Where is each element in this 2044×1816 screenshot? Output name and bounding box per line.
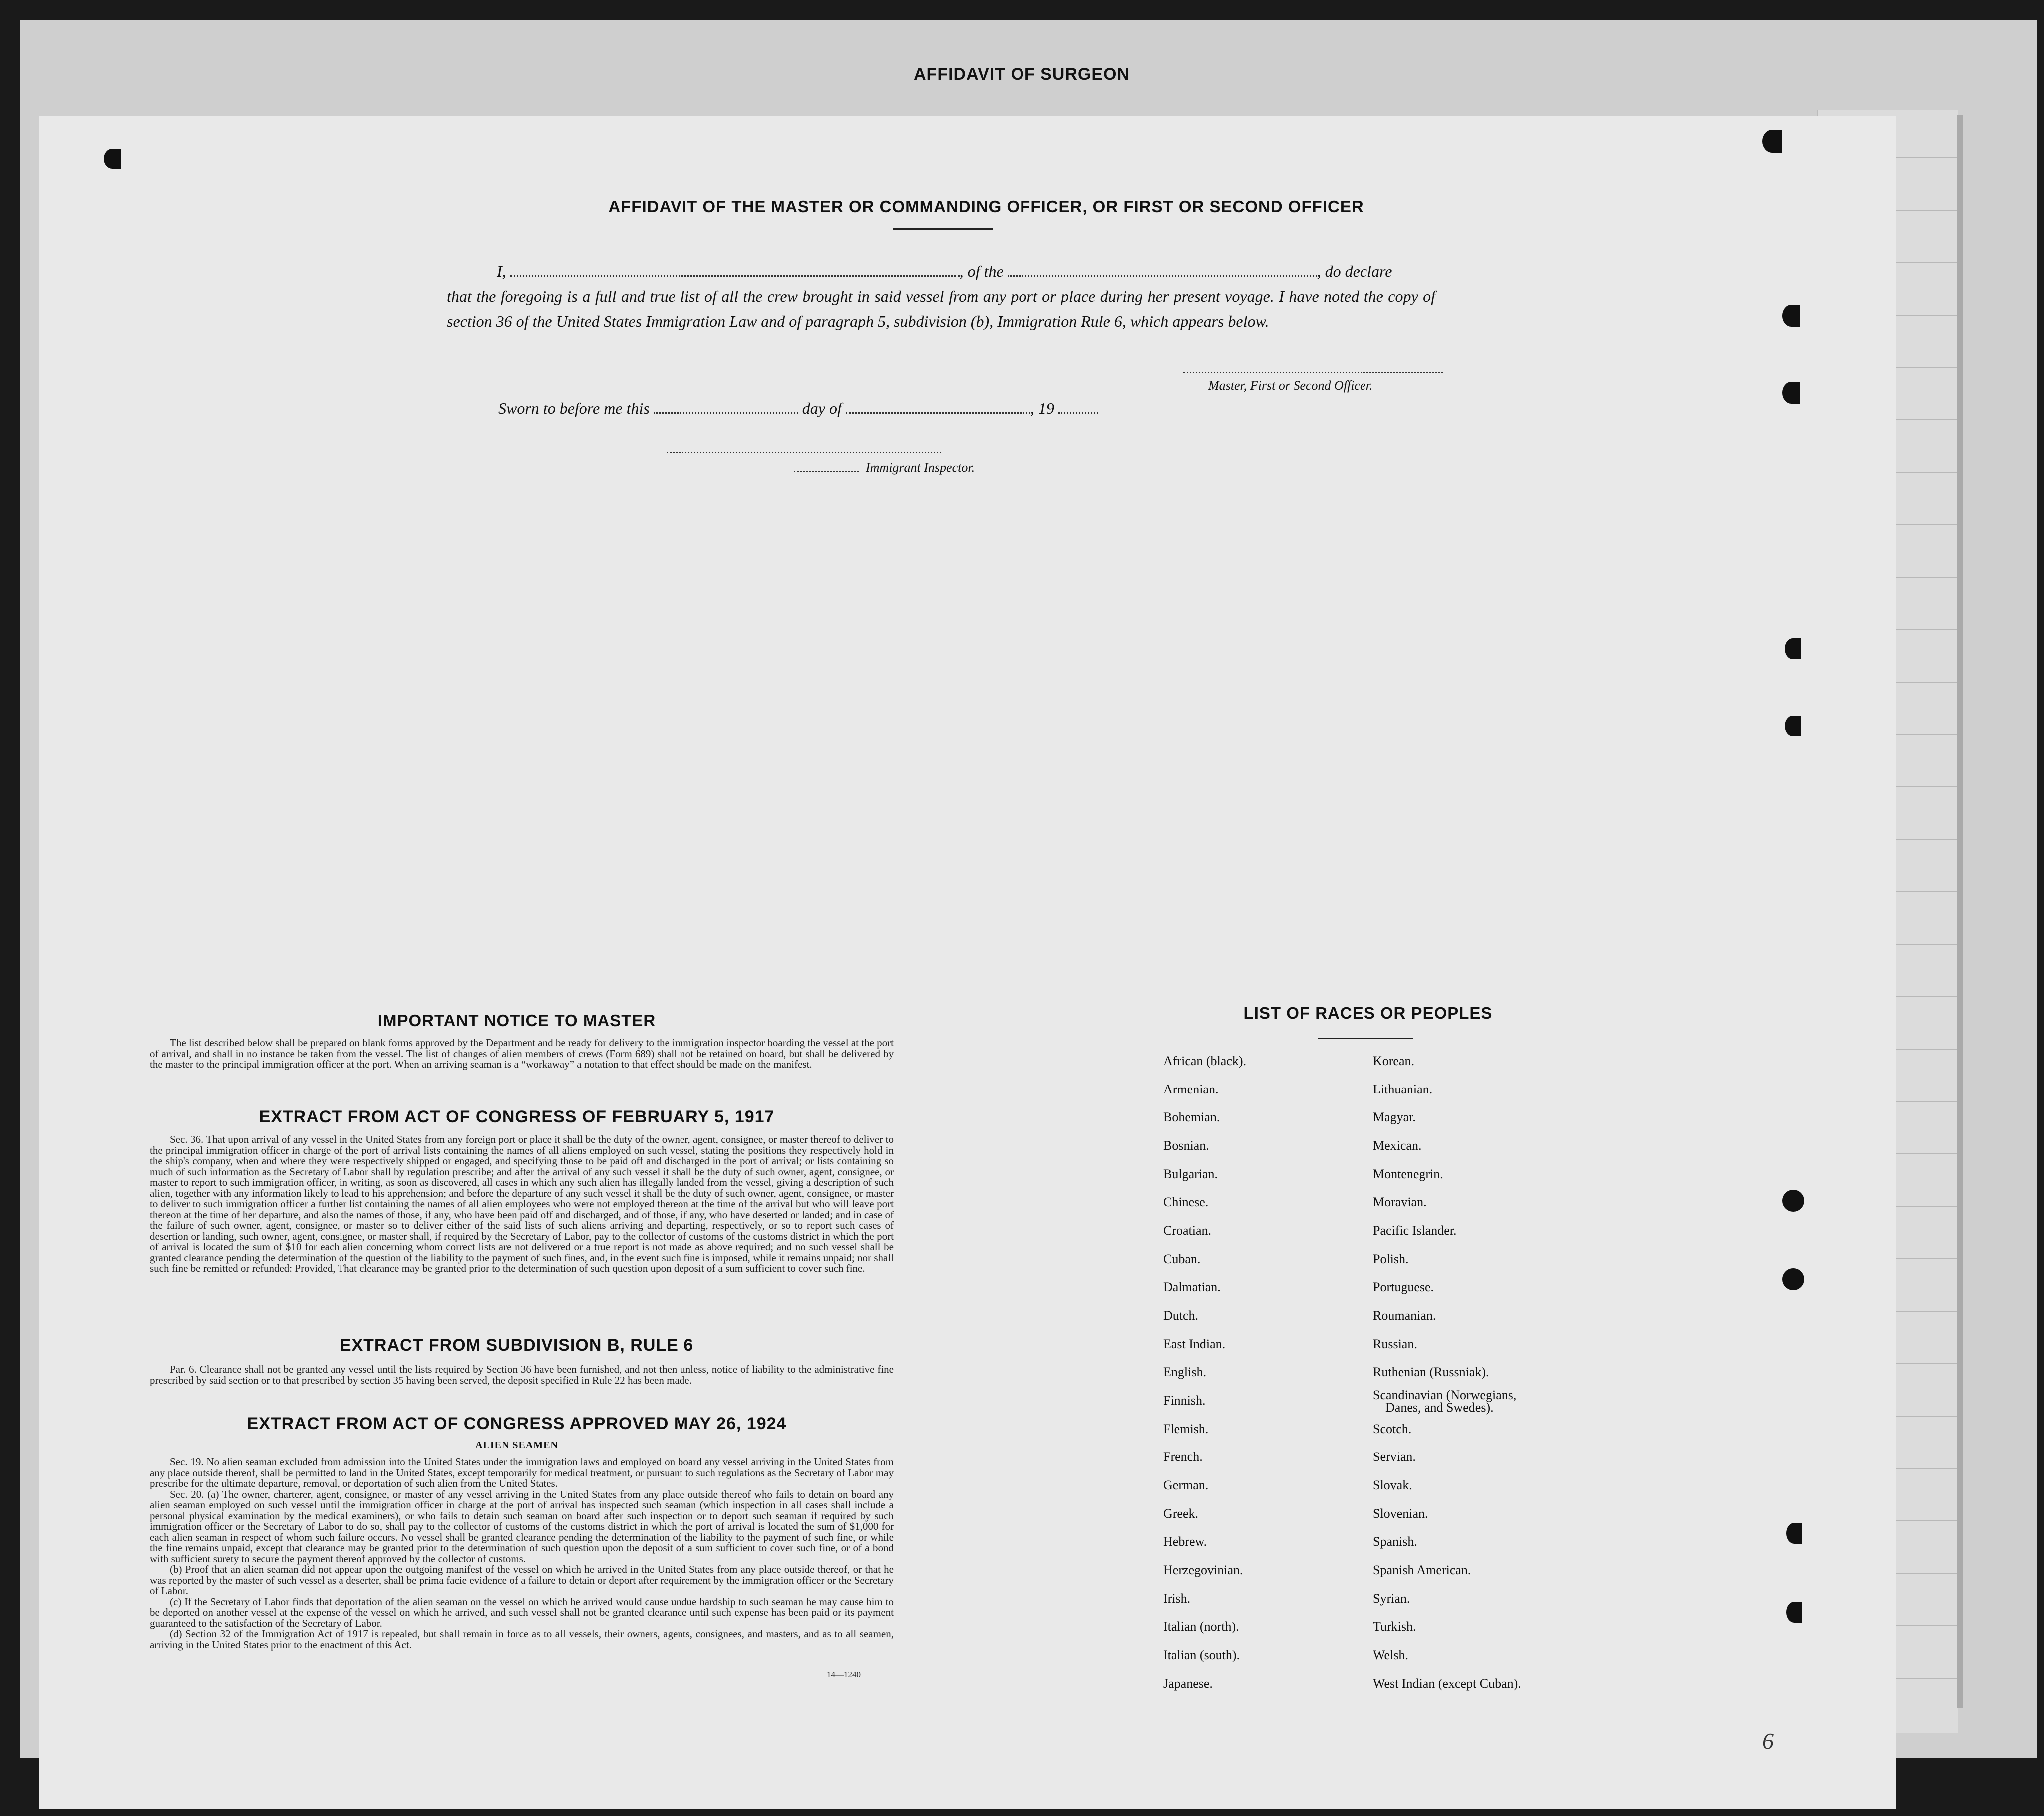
race-left: Italian (north). xyxy=(1163,1619,1239,1634)
race-left: Armenian. xyxy=(1163,1082,1219,1096)
notice-title: IMPORTANT NOTICE TO MASTER xyxy=(377,1011,656,1030)
alien-seamen-subtitle: ALIEN SEAMEN xyxy=(475,1440,558,1451)
extract-1917-title: EXTRACT FROM ACT OF CONGRESS OF FEBRUARY 5, 1917 xyxy=(259,1107,775,1126)
race-left: German. xyxy=(1163,1478,1209,1492)
label-i: I, xyxy=(497,262,506,280)
race-left: Flemish. xyxy=(1163,1422,1209,1436)
race-right: Welsh. xyxy=(1373,1648,1408,1662)
binder-hole xyxy=(1782,1190,1804,1212)
inspector-signature-line-2[interactable] xyxy=(794,471,859,472)
vessel-field[interactable] xyxy=(1008,275,1317,277)
extract-1917-text xyxy=(150,1134,894,1274)
race-left: Bulgarian. xyxy=(1163,1167,1218,1181)
race-right: Russian. xyxy=(1373,1337,1417,1351)
binder-hole xyxy=(1782,382,1800,404)
sworn-prefix: Sworn to before me this xyxy=(498,399,650,417)
race-right: Moravian. xyxy=(1373,1195,1427,1209)
binder-hole xyxy=(1762,130,1782,153)
binder-hole xyxy=(1785,716,1801,736)
race-left: Bosnian. xyxy=(1163,1138,1209,1153)
race-right: Portuguese. xyxy=(1373,1280,1434,1294)
sec-20a-paragraph: Sec. 20. (a) The owner, charterer, agent, consignee, or master of any vessel arriving in the United States from any place outside thereof who fails to detain on board any alien seaman employed on such vessel until the immigration officer in charge at the port of arrival has inspected such seaman (which inspection in all cases shall include a personal physical examination by the medical examiners), or who fails to detain such seaman on board after such inspection or to deport such seaman if required by such immigration officer or the Secretary of Labor to do so, shall pay to the collector of customs of the customs district in which the port of arrival is located the sum of $1,000 for each alien seaman in respect of whom such failure occurs. No vessel shall be granted clearance pending the determination of the liability to the payment of such fine, or while the fine remains unpaid, except that clearance may be granted prior to the determination of such question upon the deposit of a sum sufficient to cover such fine, or of a bond with sufficient surety to secure the payment thereof approved by the collector of customs. xyxy=(150,1488,894,1565)
back-sheet-title: AFFIDAVIT OF SURGEON xyxy=(914,65,1130,84)
label-of-the: , of the xyxy=(959,262,1004,280)
race-left: Dutch. xyxy=(1163,1308,1199,1323)
sworn-day-label: day of xyxy=(802,399,842,417)
race-left: Finnish. xyxy=(1163,1393,1206,1408)
race-left: Croatian. xyxy=(1163,1223,1212,1238)
rule-6-text xyxy=(150,1364,894,1386)
races-title: LIST OF RACES OR PEOPLES xyxy=(1243,1004,1493,1022)
races-title-rule xyxy=(1318,1038,1413,1039)
title-rule xyxy=(893,228,993,230)
race-right: Ruthenian (Russniak). xyxy=(1373,1365,1489,1379)
race-left: Cuban. xyxy=(1163,1252,1201,1266)
declaration-paragraph xyxy=(447,259,1435,334)
race-right: Servian. xyxy=(1373,1450,1416,1464)
race-right: Syrian. xyxy=(1373,1591,1410,1606)
race-left: Dalmatian. xyxy=(1163,1280,1221,1294)
inspector-label: Immigrant Inspector. xyxy=(866,460,975,475)
rule-6-title: EXTRACT FROM SUBDIVISION B, RULE 6 xyxy=(340,1336,694,1355)
sec-20c-paragraph: (c) If the Secretary of Labor finds that deportation of the alien seaman on the vessel on which he arrived would cause undue hardship to such seaman he may cause him to be deported on another vessel at the expense of the vessel on which he arrived, and such vessel shall not be granted clearance until such expense has been paid or its payment guaranteed to the satisfaction of the Secretary of Labor. xyxy=(150,1595,894,1629)
form-number: 14—1240 xyxy=(827,1670,861,1679)
sworn-year-field[interactable] xyxy=(1058,412,1098,414)
race-right: West Indian (except Cuban). xyxy=(1373,1676,1521,1691)
race-right: Montenegrin. xyxy=(1373,1167,1443,1181)
race-right: Danes, and Swedes). xyxy=(1385,1400,1494,1415)
race-left: French. xyxy=(1163,1450,1203,1464)
extract-1924-text xyxy=(150,1457,894,1650)
race-left: African (black). xyxy=(1163,1054,1247,1068)
label-declare: , do declare xyxy=(1317,262,1392,280)
binder-hole xyxy=(1782,1268,1804,1290)
race-right: Slovenian. xyxy=(1373,1506,1428,1521)
notice-text xyxy=(150,1038,894,1070)
race-left: Herzegovinian. xyxy=(1163,1563,1243,1577)
race-right: Korean. xyxy=(1373,1054,1415,1068)
sec-19-paragraph: Sec. 19. No alien seaman excluded from admission into the United States under the immigration laws and employed on board any vessel arriving in the United States from any place outside thereof, shall be permitted to land in the United States, except temporarily for medical treatment, or pursuant to such regulations as the Secretary of Labor may prescribe for the ultimate departure, removal, or deportation of such alien from the United States. xyxy=(150,1456,894,1489)
inspector-signature-line[interactable] xyxy=(667,452,941,453)
race-right: Polish. xyxy=(1373,1252,1409,1266)
race-right: Roumanian. xyxy=(1373,1308,1436,1323)
race-left: Italian (south). xyxy=(1163,1648,1240,1662)
race-right: Lithuanian. xyxy=(1373,1082,1433,1096)
sworn-date-field[interactable] xyxy=(654,412,798,414)
master-signature-line[interactable] xyxy=(1183,372,1443,373)
page-mark: 6 xyxy=(1762,1728,1774,1754)
race-right: Slovak. xyxy=(1373,1478,1412,1492)
strip-edge xyxy=(1957,115,1963,1708)
race-right: Magyar. xyxy=(1373,1110,1416,1124)
sworn-line xyxy=(498,399,1098,418)
race-right: Pacific Islander. xyxy=(1373,1223,1457,1238)
binder-hole xyxy=(1782,305,1800,327)
race-right: Spanish. xyxy=(1373,1534,1417,1549)
race-right: Turkish. xyxy=(1373,1619,1416,1634)
race-right: Scotch. xyxy=(1373,1422,1412,1436)
notice-paragraph: The list described below shall be prepared on blank forms approved by the Department and be ready for delivery to the immigration inspector boarding the vessel at the port of arrival, and shall in no instance be taken from the vessel. The list of changes of alien members of crews (Form 689) shall not be retained on board, but shall be delivered by the master to the principal immigration officer at the port. When an arriving seaman is a “workaway” a notation to that effect should be made on the manifest. xyxy=(150,1037,894,1070)
race-left: Bohemian. xyxy=(1163,1110,1220,1124)
binder-hole xyxy=(1786,1602,1802,1623)
sec-20d-paragraph: (d) Section 32 of the Immigration Act of 1917 is repealed, but shall remain in force as to all vessels, their owners, agents, consignees, and masters, and as to all seamen, arriving in the United States prior to the enactment of this Act. xyxy=(150,1628,894,1651)
sworn-month-field[interactable] xyxy=(846,412,1030,414)
declaration-body: that the foregoing is a full and true list of all the crew brought in said vessel from any port or place during her present voyage. I have noted the copy of section 36 of the United States Immigration Law and of paragraph 5, subdivision (b), Immigration Rule 6, which appears below. xyxy=(447,287,1435,330)
name-field[interactable] xyxy=(510,275,960,277)
extract-1924-title: EXTRACT FROM ACT OF CONGRESS APPROVED MAY 26, 1924 xyxy=(247,1414,787,1433)
affidavit-title: AFFIDAVIT OF THE MASTER OR COMMANDING OFFICER, OR FIRST OR SECOND OFFICER xyxy=(608,197,1364,216)
section-36-paragraph: Sec. 36. That upon arrival of any vessel in the United States from any foreign port or place it shall be the duty of the owner, agent, consignee, or master thereof to deliver to the principal immigration officer in charge of the port of arrival lists containing the names of all aliens employed on such vessel, stating the positions they respectively hold in the ship's company, when and where they were respectively shipped or engaged, and specifying those to be paid off and discharged in the port of arrival; or lists containing so much of such information as the Secretary of Labor shall by regulation prescribe; and after the arrival of any such vessel it shall be the duty of such owner, agent, consignee, or master to report to such immigration officer, in writing, as soon as discovered, all cases in which any such alien has illegally landed from the vessel, giving a description of such alien, together with any information likely to lead to his apprehension; and before the departure of any such vessel it shall be the duty of such owner, agent, consignee, or master to deliver to such immigration officer a further list containing the names of all alien employees who were not employed thereon at the time of the arrival but who will leave port thereon at the time of her departure, and also the names of those, if any, who have been paid off and discharged, and of those, if any, who have deserted or landed; and in case of the failure of such owner, agent, consignee, or master so to deliver either of the said lists of such aliens arriving and departing, respectively, or so to report such cases of desertion or landing, such owner, agent, consignee, or master shall, if required by the Secretary of Labor, pay to the collector of customs of the customs district in which the port of arrival is located the sum of $10 for each alien concerning whom correct lists are not delivered or a true report is not made as above required; and no such vessel shall be granted clearance pending the determination of the question of the liability to the payment of such fines, and, in the event such fine is imposed, while it remains unpaid; nor shall such fine be remitted or refunded: Provided, That clearance may be granted prior to the determination of such question upon deposit of a sum sufficient to cover such fine. xyxy=(150,1133,894,1274)
race-left: Irish. xyxy=(1163,1591,1191,1606)
race-left: East Indian. xyxy=(1163,1337,1226,1351)
race-right: Scandinavian (Norwegians, xyxy=(1373,1388,1517,1402)
race-right: Mexican. xyxy=(1373,1138,1422,1153)
race-left: Chinese. xyxy=(1163,1195,1209,1209)
race-left: Hebrew. xyxy=(1163,1534,1207,1549)
par-6-paragraph: Par. 6. Clearance shall not be granted any vessel until the lists required by Section 36 have been furnished, and not then unless, notice of liability to the administrative fine prescribed by said section or to that prescribed by section 35 having been served, the deposit specified in Rule 22 has been made. xyxy=(150,1363,894,1386)
race-right: Spanish American. xyxy=(1373,1563,1471,1577)
binder-hole xyxy=(1786,1523,1802,1544)
race-left: Japanese. xyxy=(1163,1676,1213,1691)
master-signature-label: Master, First or Second Officer. xyxy=(1208,378,1373,393)
binder-hole xyxy=(1785,638,1801,659)
sec-20b-paragraph: (b) Proof that an alien seaman did not appear upon the outgoing manifest of the vessel on which he arrived in the United States from any place outside thereof, or that he was reported by the master of such vessel as a deserter, shall be prima facie evidence of a failure to detain or deport after requirement by the immigration officer or the Secretary of Labor. xyxy=(150,1563,894,1597)
sworn-year-label: , 19 xyxy=(1030,399,1054,417)
declaration-line-1 xyxy=(447,259,1435,284)
race-left: English. xyxy=(1163,1365,1206,1379)
binder-hole xyxy=(104,149,121,169)
race-left: Greek. xyxy=(1163,1506,1199,1521)
